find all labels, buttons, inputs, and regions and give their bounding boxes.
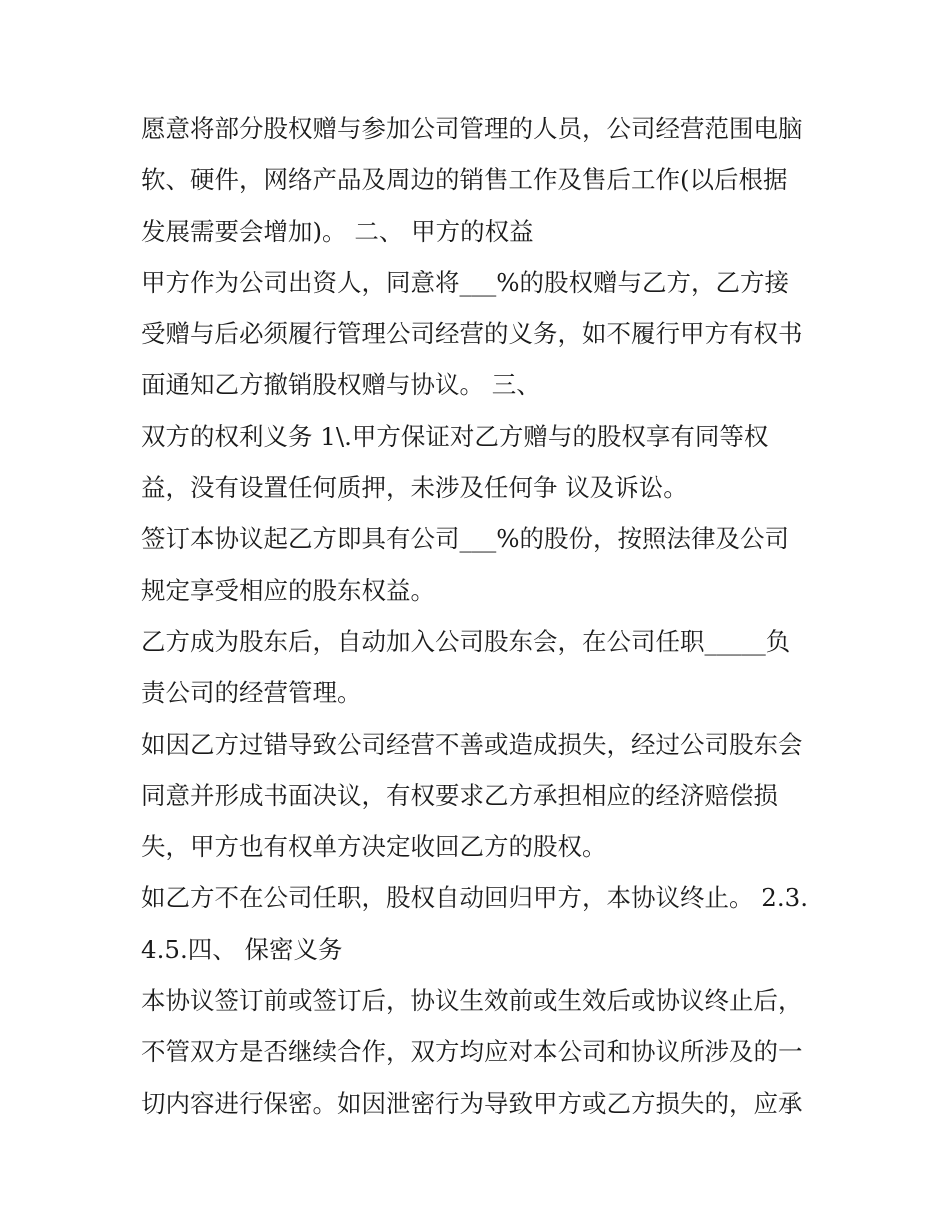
text-line: 失，甲方也有权单方决定收回乙方的股权。	[141, 832, 607, 862]
text-line: 本协议签订前或签订后，协议生效前或生效后或协议终止后，	[141, 986, 803, 1016]
text-line: 受赠与后必须履行管理公司经营的义务，如不履行甲方有权书	[141, 319, 803, 349]
text-line: 签订本协议起乙方即具有公司___%的股份，按照法律及公司	[141, 524, 790, 554]
text-line: 切内容进行保密。如因泄密行为导致甲方或乙方损失的，应承	[141, 1088, 803, 1118]
text-line: 愿意将部分股权赠与参加公司管理的人员，公司经营范围电脑	[141, 114, 803, 143]
text-line: 乙方成为股东后，自动加入公司股东会，在公司任职_____负	[141, 626, 791, 656]
text-line: 益，没有设置任何质押，未涉及任何争 议及诉讼。	[141, 473, 688, 503]
text-line: 双方的权利义务 1\.甲方保证对乙方赠与的股权享有同等权	[141, 421, 769, 451]
text-line: 软、硬件，网络产品及周边的销售工作及售后工作(以后根据	[141, 165, 788, 195]
text-line: 面通知乙方撤销股权赠与协议。 三、	[141, 370, 541, 400]
text-line: 同意并形成书面决议，有权要求乙方承担相应的经济赔偿损	[141, 780, 778, 810]
agreement-body-text	[141, 103, 821, 1129]
text-line: 如乙方不在公司任职，股权自动回归甲方，本协议终止。 2.3.	[141, 883, 809, 913]
text-line: 发展需要会增加)。 二、 甲方的权益	[141, 216, 534, 246]
text-line: 4.5.四、 保密义务	[141, 934, 343, 964]
text-line: 规定享受相应的股东权益。	[141, 575, 435, 605]
text-line: 甲方作为公司出资人，同意将___%的股权赠与乙方，乙方接	[141, 267, 790, 297]
text-line: 责公司的经营管理。	[141, 678, 362, 708]
text-line: 如因乙方过错导致公司经营不善或造成损失，经过公司股东会	[141, 729, 803, 759]
text-line: 不管双方是否继续合作，双方均应对本公司和协议所涉及的一	[141, 1037, 803, 1067]
